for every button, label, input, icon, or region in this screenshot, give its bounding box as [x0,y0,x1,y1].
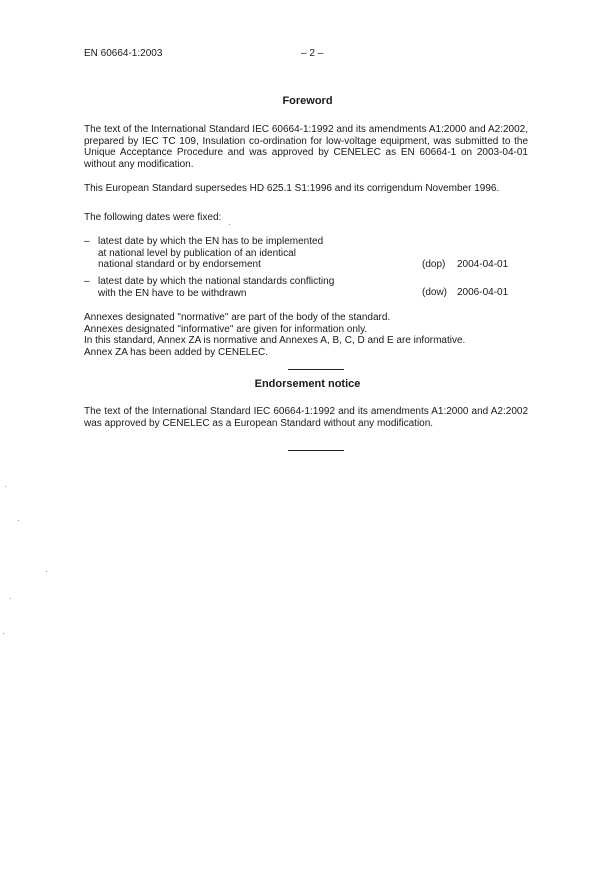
scan-speck [10,598,11,599]
scan-speck [46,571,47,572]
annex-line: Annexes designated "normative" are part of the body of the standard. [84,312,391,323]
date-code-dow: (dow) [422,287,448,298]
date-item-line: latest date by which the EN has to be implemented [98,236,324,247]
section-divider [288,369,344,370]
foreword-paragraph-2: This European Standard supersedes HD 625.1 S1:1996 and its corrigendum November 1996. [84,183,500,194]
scan-speck [3,633,4,634]
date-item-line: latest date by which the national standards conflicting [98,276,335,287]
date-item-dow [84,276,528,300]
date-item-dop [84,236,528,272]
date-item-description [98,236,398,271]
date-item-line: national standard or by endorsement [98,259,261,271]
list-dash: – [84,236,90,247]
endorsement-heading: Endorsement notice [254,378,361,390]
document-id: EN 60664-1:2003 [84,48,163,59]
date-value-dow: 2006-04-01 [457,287,509,298]
page-number: – 2 – [301,48,324,59]
date-value-dop: 2004-04-01 [457,259,509,270]
scan-speck [229,224,230,225]
date-item-line: with the EN have to be withdrawn [98,287,247,299]
foreword-heading: Foreword [282,95,333,107]
foreword-paragraph-1: The text of the International Standard IEC 60664-1:1992 and its amendments A1:2000 and A2:2002, prepared by IEC TC 109, Insulation co-ordination for low-voltage equipment, was submitted to the Unique Acceptance Procedure and was approved by CENELEC as EN 60664-1 on 2003-04-01 without any modification. [84,124,528,170]
scan-speck [5,486,6,487]
annex-line: Annexes designated "informative" are given for information only. [84,323,368,335]
end-divider [288,450,344,451]
annex-notes [84,312,528,358]
date-item-line: at national level by publication of an identical [98,247,296,259]
foreword-paragraph-3: The following dates were fixed: [84,212,222,223]
endorsement-paragraph: The text of the International Standard IEC 60664-1:1992 and its amendments A1:2000 and A2:2002 was approved by CENELEC as a European Standard without any modification. [84,406,528,429]
scan-speck [18,520,19,521]
annex-line: In this standard, Annex ZA is normative and Annexes A, B, C, D and E are informative. [84,335,466,347]
date-item-description [98,276,398,299]
list-dash: – [84,276,90,287]
annex-line: Annex ZA has been added by CENELEC. [84,346,269,358]
date-code-dop: (dop) [422,259,446,270]
